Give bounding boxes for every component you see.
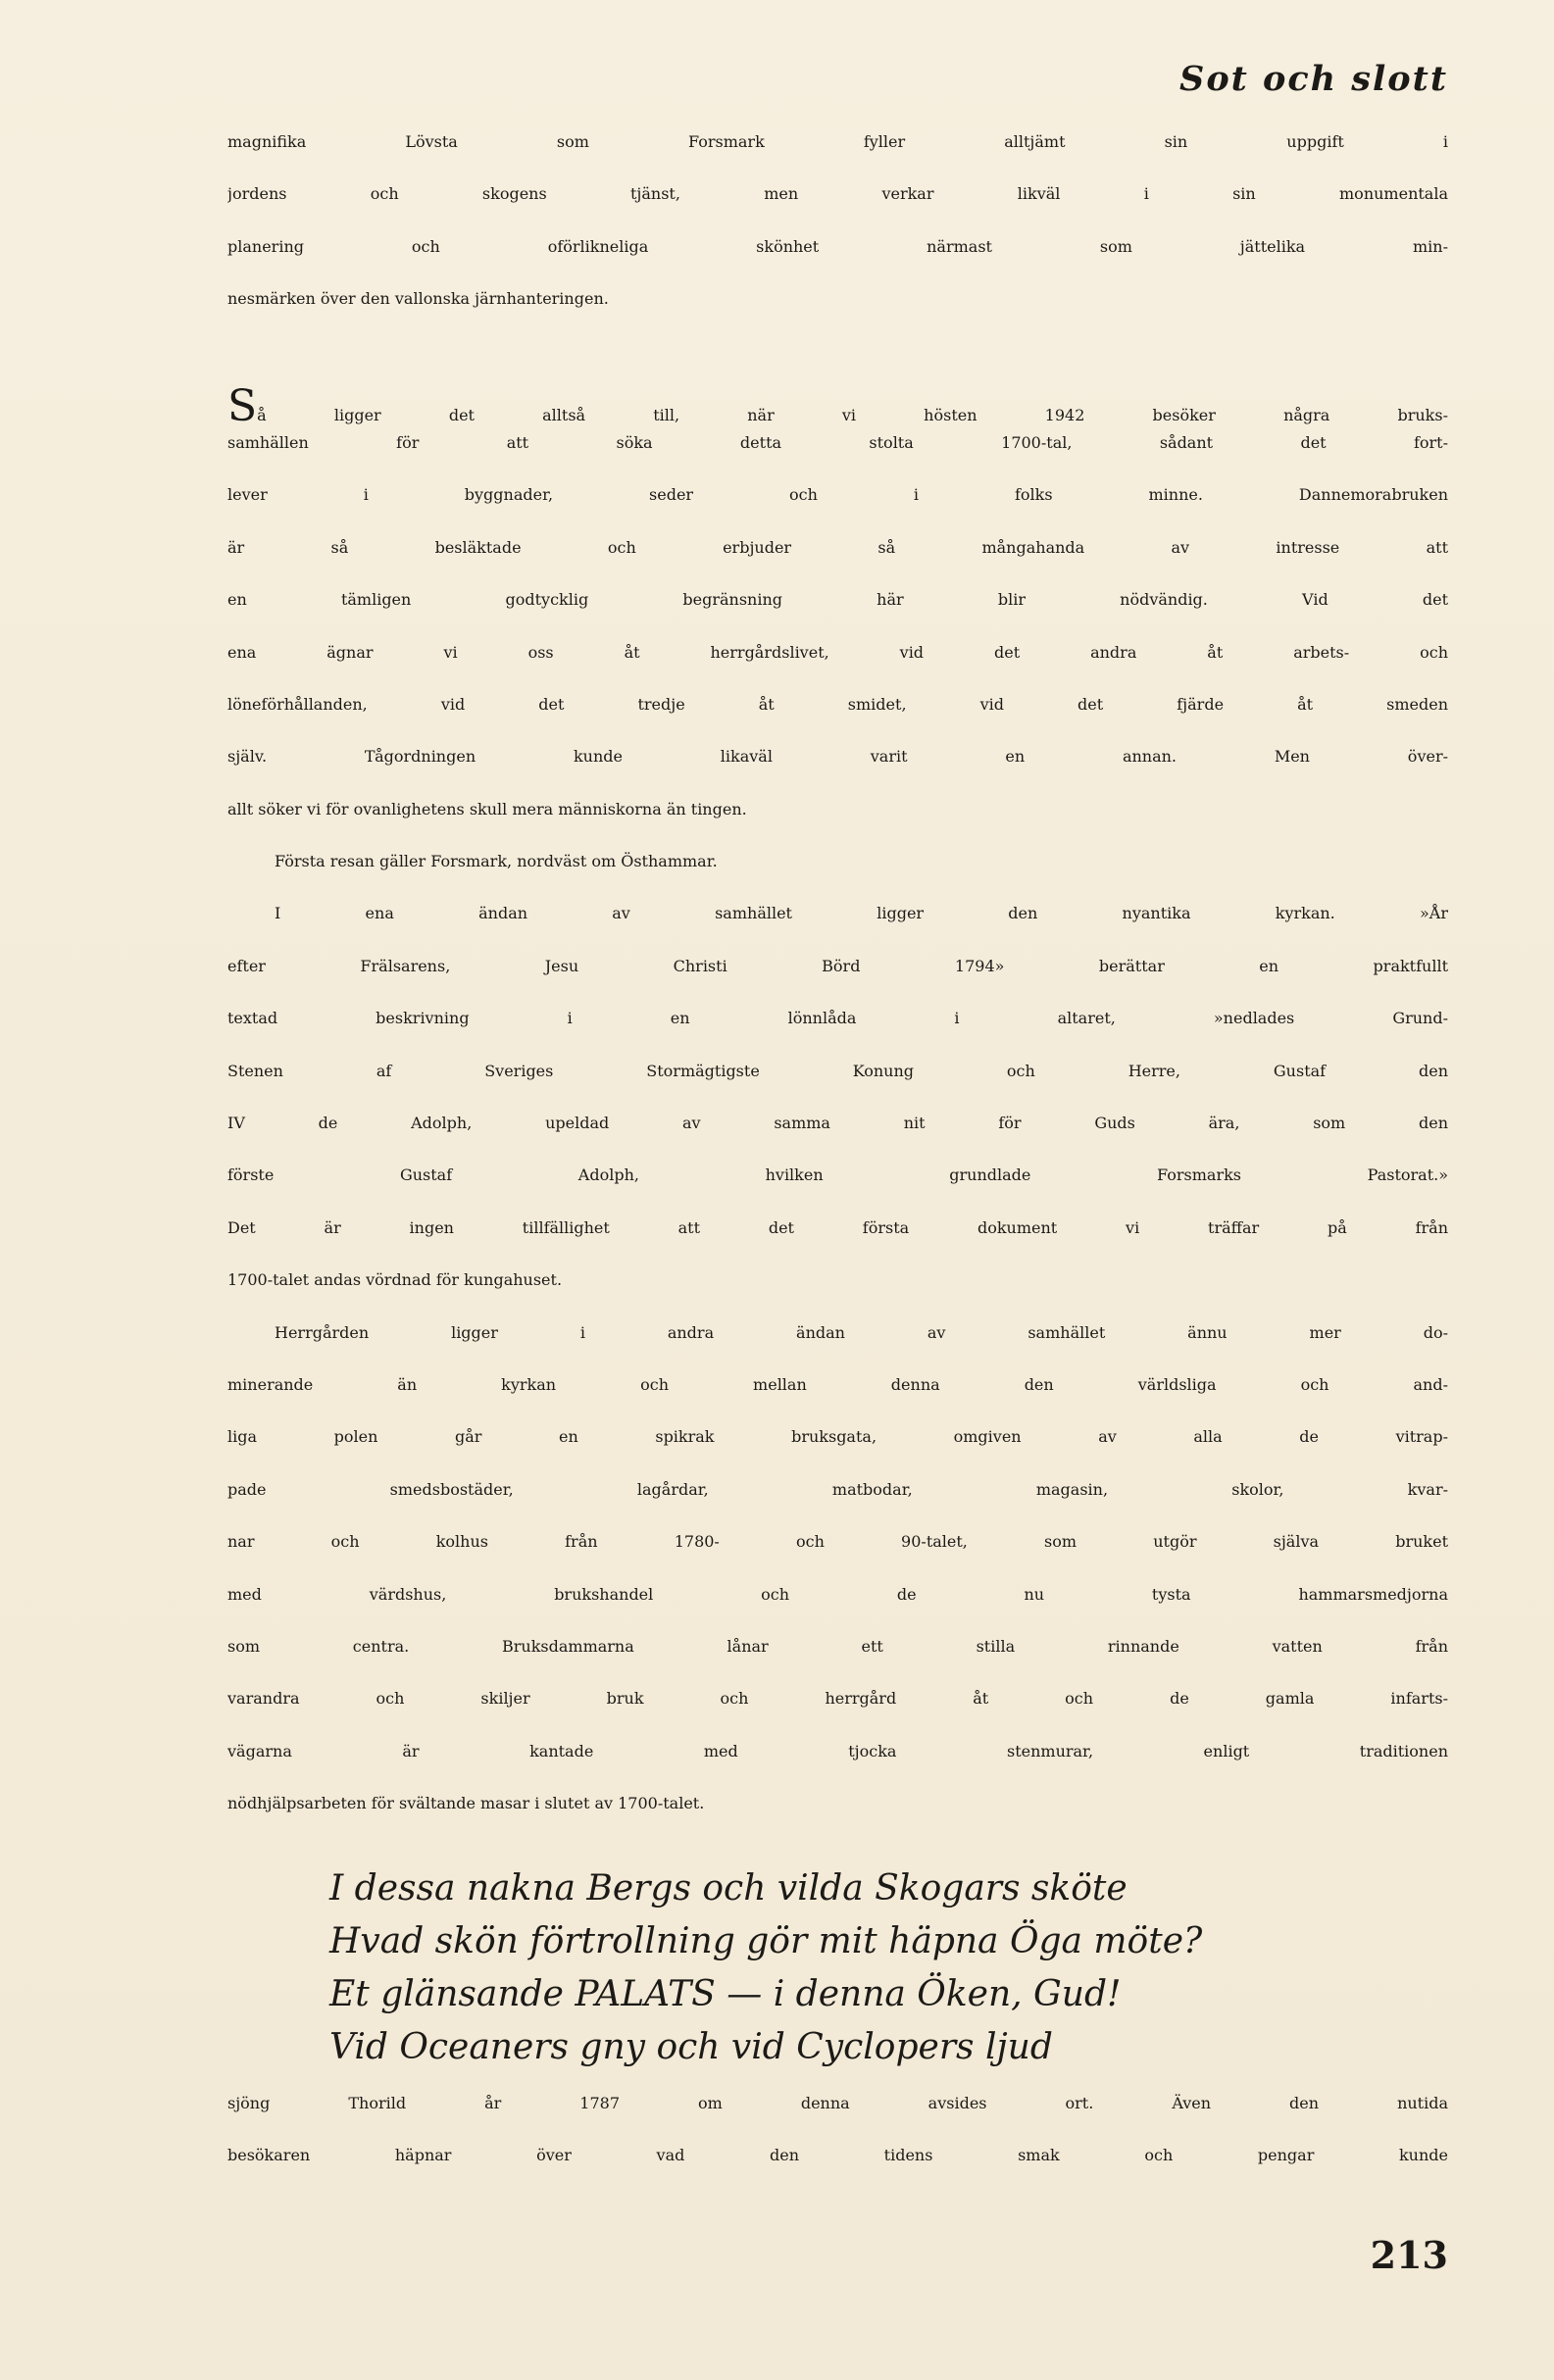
text-line: IV de Adolph, upeldad av samma nit för Guds ära, som den: [227, 1114, 1448, 1133]
poem-line: Et glänsande PALATS — i denna Öken, Gud!: [329, 1973, 1122, 2014]
text-line: Stenen af Sveriges Stormägtigste Konung och Herre, Gustaf den: [227, 1061, 1448, 1080]
text-line: planering och oförlikneliga skönhet närmast som jättelika min-: [227, 236, 1448, 256]
text-line: allt söker vi för ovanlighetens skull mera människorna än tingen.: [227, 799, 747, 818]
drop-cap: S: [227, 380, 258, 431]
text-line: besökaren häpnar över vad den tidens smak och pengar kunde: [227, 2145, 1448, 2164]
text-line: nar och kolhus från 1780- och 90-talet, som utgör själva bruket: [227, 1532, 1448, 1552]
text-line: löneförhållanden, vid det tredje åt smidet, vid det fjärde åt smeden: [227, 694, 1448, 714]
text-line: som centra. Bruksdammarna lånar ett stilla rinnande vatten från: [227, 1636, 1448, 1656]
text-line: sjöng Thorild år 1787 om denna avsides ort. Även den nutida: [227, 2093, 1448, 2112]
text-line: jordens och skogens tjänst, men verkar likväl i sin monumentala: [227, 184, 1448, 204]
page-body: [227, 132, 1448, 2198]
running-head: Sot och slott: [1179, 59, 1448, 99]
paragraph-2: [227, 381, 1448, 853]
text-line: förste Gustaf Adolph, hvilken grundlade Forsmarks Pastorat.»: [227, 1165, 1448, 1185]
text-line: liga polen går en spikrak bruksgata, omgiven av alla de vitrap-: [227, 1427, 1448, 1447]
paragraph-3: [227, 852, 1448, 904]
text-line: samhällen för att söka detta stolta 1700-tal, sådant det fort-: [227, 432, 1448, 452]
text-line: är så besläktade och erbjuder så mångahanda av intresse att: [227, 537, 1448, 557]
text-line: Det är ingen tillfällighet att det första dokument vi träffar på från: [227, 1217, 1448, 1237]
paragraph-5: [227, 1323, 1448, 1847]
text-line: lever i byggnader, seder och i folks minne. Dannemorabruken: [227, 485, 1448, 505]
poem-line: Vid Oceaners gny och vid Cyclopers ljud: [329, 2026, 1053, 2067]
text-line: minerande än kyrkan och mellan denna den världsliga och and-: [227, 1374, 1448, 1394]
text-line: pade smedsbostäder, lagårdar, matbodar, magasin, skolor, kvar-: [227, 1479, 1448, 1499]
text-line: vägarna är kantade med tjocka stenmurar, enligt traditionen: [227, 1741, 1448, 1760]
text-line: nesmärken över den vallonska järnhanteringen.: [227, 289, 609, 309]
text-line: magnifika Lövsta som Forsmark fyller alltjämt sin uppgift i: [227, 132, 1448, 151]
text-line-rest: å ligger det alltså till, när vi hösten 1942 besöker några bruks-: [257, 405, 1448, 424]
text-line: ena ägnar vi oss åt herrgårdslivet, vid det andra åt arbets- och: [227, 642, 1448, 662]
text-line: varandra och skiljer bruk och herrgård åt och de gamla infarts-: [227, 1689, 1448, 1709]
text-line: I ena ändan av samhället ligger den nyantika kyrkan. »År: [275, 904, 1448, 923]
section-gap: [227, 342, 1448, 381]
text-line: en tämligen godtycklig begränsning här blir nödvändig. Vid det: [227, 590, 1448, 610]
page-number: 213: [1370, 2233, 1448, 2277]
text-line: efter Frälsarens, Jesu Christi Börd 1794» berättar en praktfullt: [227, 956, 1448, 975]
text-line: Första resan gäller Forsmark, nordväst om Östhammar.: [275, 852, 718, 871]
text-line: 1700-talet andas vördnad för kungahuset.: [227, 1270, 563, 1290]
poem-line: I dessa nakna Bergs och vilda Skogars sköte: [329, 1867, 1128, 1909]
paragraph-1: [227, 132, 1448, 342]
text-line: [227, 381, 1448, 433]
text-line: själv. Tågordningen kunde likaväl varit en annan. Men över-: [227, 747, 1448, 767]
paragraph-4: [227, 904, 1448, 1322]
text-line: textad beskrivning i en lönnlåda i altaret, »nedlades Grund-: [227, 1009, 1448, 1028]
poem-line: Hvad skön förtrollning gör mit häpna Öga möte?: [329, 1920, 1203, 1961]
text-line: Herrgården ligger i andra ändan av samhället ännu mer do-: [275, 1322, 1448, 1342]
poem-quote: [227, 1862, 1448, 2074]
paragraph-6: [227, 2094, 1448, 2199]
text-line: med värdshus, brukshandel och de nu tysta hammarsmedjorna: [227, 1584, 1448, 1604]
text-line: nödhjälpsarbeten för svältande masar i slutet av 1700-talet.: [227, 1794, 705, 1813]
